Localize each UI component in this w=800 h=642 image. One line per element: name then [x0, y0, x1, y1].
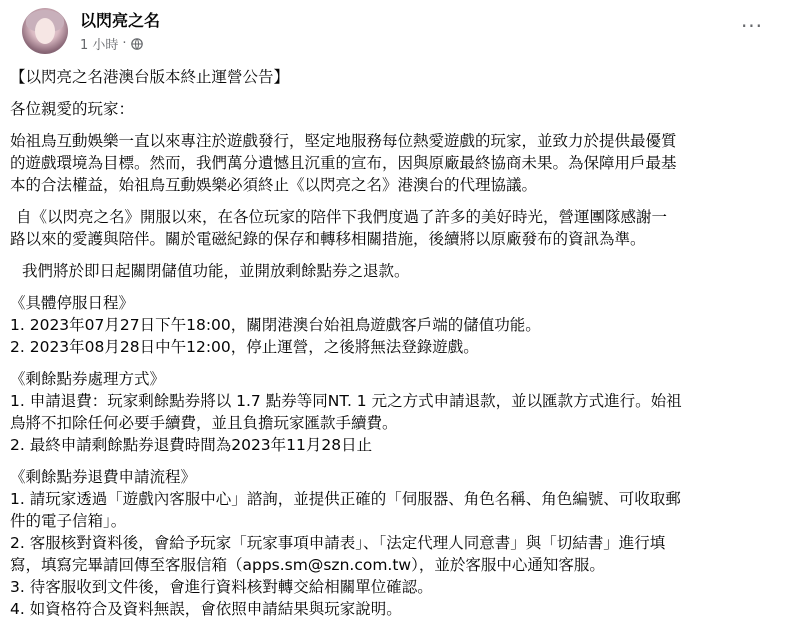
list-item: 1. 請玩家透過「遊戲內客服中心」諮詢，並提供正確的「伺服器、角色名稱、角色編號、可收取郵 — [10, 490, 681, 508]
process-heading: 《剩餘點券退費申請流程》 — [10, 468, 197, 486]
schedule-heading: 《具體停服日程》 — [10, 294, 135, 312]
more-horizontal-icon: ··· — [740, 14, 764, 38]
list-item: 3. 待客服收到文件後，會進行資料核對轉交給相關單位確認。 — [10, 578, 433, 596]
list-item: 鳥將不扣除任何必要手續費，並且負擔玩家匯款手續費。 — [10, 414, 398, 432]
list-item: 1. 2023年07月27日下午18:00，關閉港澳台始祖鳥遊戲客戶端的儲值功能。 — [10, 316, 541, 334]
paragraph-line: 始祖鳥互動娛樂一直以來專注於遊戲發行，堅定地服務每位熱愛遊戲的玩家，並致力於提供最優質 — [10, 132, 677, 150]
meta-separator: · — [122, 36, 127, 51]
list-item: 寫，填寫完畢請回傳至客服信箱（apps.sm@szn.com.tw），並於客服中心通知客服。 — [10, 556, 605, 574]
greeting: 各位親愛的玩家： — [10, 100, 135, 118]
refund-heading: 《剩餘點券處理方式》 — [10, 370, 166, 388]
page-avatar[interactable] — [22, 8, 68, 54]
post-header — [12, 0, 788, 66]
paragraph-line: 路以來的愛護與陪伴。關於電磁紀錄的保存和轉移相關措施，後續將以原廠發布的資訊為準。 — [10, 230, 646, 248]
list-item: 2. 最終申請剩餘點券退費時間為2023年11月28日止 — [10, 436, 373, 454]
list-item: 件的電子信箱」。 — [10, 512, 127, 530]
avatar-face — [35, 18, 55, 44]
paragraph-line: 本的合法權益，始祖鳥互動娛樂必須終止《以閃亮之名》港澳台的代理協議。 — [10, 176, 538, 194]
post-meta — [80, 34, 143, 53]
list-item: 2. 客服核對資料後，會給予玩家「玩家事項申請表」、「法定代理人同意書」與「切結書」進行填 — [10, 534, 666, 552]
list-item: 2. 2023年08月28日中午12:00，停止運營，之後將無法登錄遊戲。 — [10, 338, 479, 356]
paragraph-line: 的遊戲環境為目標。然而，我們萬分遺憾且沉重的宣布，因與原廠最終協商未果。為保障用戶最基 — [10, 154, 677, 172]
paragraph-line: 自《以閃亮之名》開服以來，在各位玩家的陪伴下我們度過了許多的美好時光，營運團隊感謝一 — [16, 208, 668, 226]
post-timestamp[interactable]: 1 小時 — [80, 38, 119, 53]
list-item: 1. 申請退費：玩家剩餘點券將以 1.7 點券等同NT. 1 元之方式申請退款，並以匯款方式進行。始祖 — [10, 392, 682, 410]
post-title: 【以閃亮之名港澳台版本終止運營公告】 — [10, 68, 290, 86]
list-item: 4. 如資格符合及資料無誤，會依照申請結果與玩家說明。 — [10, 600, 402, 618]
page-name-link[interactable]: 以閃亮之名 — [80, 11, 161, 30]
paragraph-line: 我們將於即日起關閉儲值功能，並開放剩餘點券之退款。 — [22, 262, 410, 280]
globe-icon — [131, 38, 143, 50]
more-options-button[interactable] — [738, 12, 766, 40]
post-body — [10, 66, 790, 620]
